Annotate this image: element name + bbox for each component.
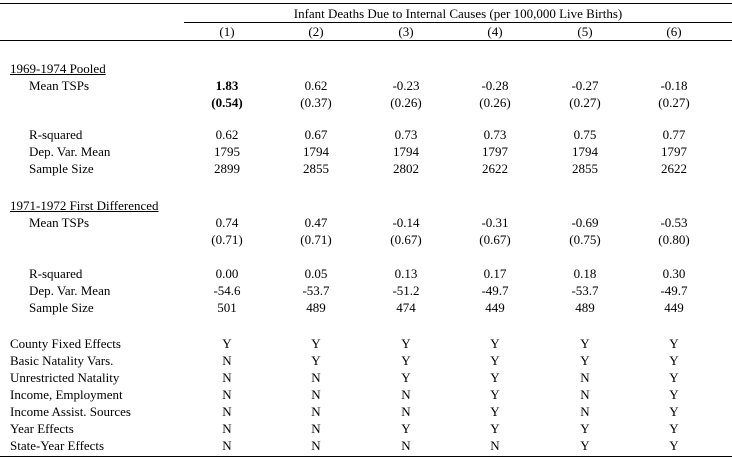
- control-label: Year Effects: [10, 421, 74, 436]
- table-cell: 489: [575, 300, 595, 315]
- table-cell: 2855: [572, 161, 598, 176]
- table-cell: N: [311, 404, 321, 419]
- table-cell: 449: [664, 300, 684, 315]
- table-cell: 2855: [303, 161, 329, 176]
- table-cell: N: [580, 387, 590, 402]
- section-title-differenced: 1971-1972 First Differenced: [10, 198, 159, 213]
- table-cell: N: [580, 404, 590, 419]
- columns-rule: [0, 40, 732, 41]
- column-header: (6): [666, 24, 682, 39]
- table-cell: -0.28: [481, 78, 509, 93]
- table-cell: Y: [490, 370, 500, 385]
- table-cell: Y: [669, 421, 679, 436]
- header-rule: [184, 22, 732, 23]
- table-cell: 0.67: [304, 127, 328, 142]
- table-cell: 489: [306, 300, 326, 315]
- table-cell: N: [222, 387, 232, 402]
- bottom-rule: [0, 456, 732, 457]
- table-cell: Y: [580, 353, 590, 368]
- table-cell: 0.05: [304, 266, 328, 281]
- table-cell: (0.37): [300, 95, 332, 110]
- table-cell: (0.26): [479, 95, 511, 110]
- column-header: (2): [308, 24, 324, 39]
- table-cell: -49.7: [660, 283, 688, 298]
- table-cell: Y: [401, 370, 411, 385]
- table-cell: (0.26): [390, 95, 422, 110]
- table-cell: 2622: [482, 161, 508, 176]
- table-cell: 0.73: [483, 127, 507, 142]
- table-cell: Y: [669, 353, 679, 368]
- table-cell: Y: [401, 353, 411, 368]
- table-cell: (0.80): [658, 232, 690, 247]
- column-header: (5): [577, 24, 593, 39]
- table-cell: 0.74: [215, 215, 239, 230]
- table-cell: Y: [490, 336, 500, 351]
- table-cell: N: [222, 353, 232, 368]
- table-cell: -49.7: [481, 283, 509, 298]
- table-cell: 474: [396, 300, 416, 315]
- table-cell: Y: [311, 353, 321, 368]
- table-cell: -0.23: [392, 78, 420, 93]
- table-cell: 0.17: [483, 266, 507, 281]
- control-label: Income Assist. Sources: [10, 404, 131, 419]
- table-cell: Y: [222, 336, 232, 351]
- table-cell: Y: [580, 421, 590, 436]
- table-cell: (0.71): [300, 232, 332, 247]
- row-label: R-squared: [29, 127, 83, 142]
- table-cell: (0.27): [569, 95, 601, 110]
- control-label: State-Year Effects: [10, 438, 105, 453]
- table-cell: Y: [490, 404, 500, 419]
- table-cell: N: [311, 370, 321, 385]
- table-cell: Y: [401, 421, 411, 436]
- table-cell: 0.00: [215, 266, 239, 281]
- table-cell: N: [222, 404, 232, 419]
- table-cell: N: [222, 421, 232, 436]
- table-cell: 501: [217, 300, 237, 315]
- table-cell: 449: [485, 300, 505, 315]
- section-title-pooled: 1969-1974 Pooled: [10, 61, 106, 76]
- table-cell: Y: [490, 421, 500, 436]
- table-cell: N: [311, 387, 321, 402]
- table-cell: -51.2: [392, 283, 420, 298]
- table-cell: Y: [669, 438, 679, 453]
- table-cell: 1797: [482, 144, 508, 159]
- table-cell: 1.83: [215, 78, 239, 93]
- table-cell: N: [222, 438, 232, 453]
- table-cell: 1794: [303, 144, 329, 159]
- column-header: (1): [219, 24, 235, 39]
- table-cell: Y: [580, 336, 590, 351]
- table-cell: -0.14: [392, 215, 420, 230]
- table-cell: 0.30: [662, 266, 686, 281]
- table-cell: Y: [669, 387, 679, 402]
- table-cell: Y: [669, 404, 679, 419]
- table-cell: (0.67): [390, 232, 422, 247]
- column-header: (3): [398, 24, 414, 39]
- top-rule: [0, 3, 732, 4]
- table-cell: Y: [490, 387, 500, 402]
- table-cell: 0.18: [573, 266, 597, 281]
- table-cell: N: [490, 438, 500, 453]
- table-cell: Y: [580, 438, 590, 453]
- table-cell: N: [401, 438, 411, 453]
- table-cell: Y: [311, 336, 321, 351]
- table-cell: N: [311, 421, 321, 436]
- table-cell: 2899: [214, 161, 240, 176]
- table-cell: 0.62: [215, 127, 239, 142]
- row-label: Mean TSPs: [29, 78, 90, 93]
- table-cell: (0.75): [569, 232, 601, 247]
- row-label: R-squared: [29, 266, 83, 281]
- table-title: Infant Deaths Due to Internal Causes (per 100,000 Live Births): [293, 6, 623, 21]
- table-cell: 0.77: [662, 127, 686, 142]
- table-cell: -0.53: [660, 215, 688, 230]
- table-cell: 0.13: [394, 266, 418, 281]
- table-cell: 2622: [661, 161, 687, 176]
- table-cell: 0.47: [304, 215, 328, 230]
- row-label: Mean TSPs: [29, 215, 90, 230]
- table-cell: -0.27: [571, 78, 599, 93]
- control-label: Income, Employment: [10, 387, 123, 402]
- table-cell: N: [401, 387, 411, 402]
- table-cell: -0.69: [571, 215, 599, 230]
- row-label: Dep. Var. Mean: [29, 283, 111, 298]
- table-cell: Y: [401, 336, 411, 351]
- table-cell: 0.62: [304, 78, 328, 93]
- table-cell: -54.6: [213, 283, 241, 298]
- table-cell: 1797: [661, 144, 687, 159]
- table-cell: -0.18: [660, 78, 688, 93]
- table-cell: 2802: [393, 161, 419, 176]
- table-cell: (0.71): [211, 232, 243, 247]
- table-cell: 1795: [214, 144, 240, 159]
- table-cell: 0.75: [573, 127, 597, 142]
- table-cell: (0.54): [211, 95, 243, 110]
- table-cell: -0.31: [481, 215, 509, 230]
- column-header: (4): [487, 24, 503, 39]
- table-cell: Y: [669, 370, 679, 385]
- row-label: Sample Size: [29, 161, 94, 176]
- table-cell: (0.67): [479, 232, 511, 247]
- table-cell: -53.7: [571, 283, 599, 298]
- table-cell: N: [580, 370, 590, 385]
- table-cell: 1794: [393, 144, 419, 159]
- table-cell: N: [401, 404, 411, 419]
- row-label: Sample Size: [29, 300, 94, 315]
- table-cell: N: [311, 438, 321, 453]
- table-cell: 1794: [572, 144, 598, 159]
- table-cell: Y: [669, 336, 679, 351]
- table-cell: -53.7: [302, 283, 330, 298]
- table-cell: N: [222, 370, 232, 385]
- control-label: Unrestricted Natality: [10, 370, 120, 385]
- table-cell: Y: [490, 353, 500, 368]
- row-label: Dep. Var. Mean: [29, 144, 111, 159]
- control-label: Basic Natality Vars.: [10, 353, 114, 368]
- control-label: County Fixed Effects: [10, 336, 121, 351]
- table-cell: (0.27): [658, 95, 690, 110]
- table-cell: 0.73: [394, 127, 418, 142]
